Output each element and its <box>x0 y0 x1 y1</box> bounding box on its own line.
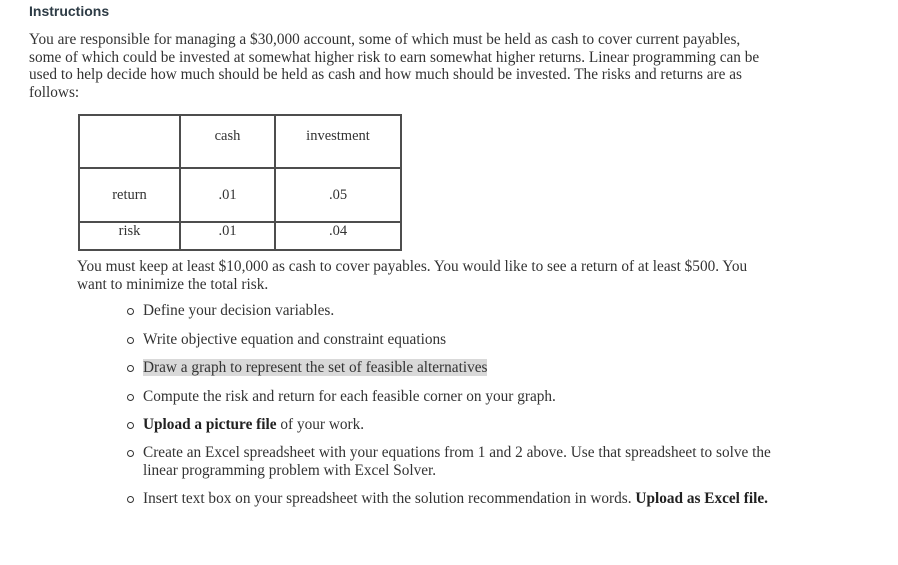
highlighted-text: Draw a graph to represent the set of feasible alternatives <box>143 359 488 377</box>
constraints-paragraph: You must keep at least $10,000 as cash to cover payables. You would like to see a return of at least $500. You want to minimize the total risk. <box>77 258 748 293</box>
risk-return-table <box>78 114 402 251</box>
table-corner-cell <box>79 115 180 168</box>
instructions-heading: Instructions <box>29 3 110 19</box>
table-row-risk <box>79 222 401 250</box>
risk-investment-value: .04 <box>275 222 401 250</box>
return-cash-value: .01 <box>180 168 275 222</box>
table-row-return <box>79 168 401 222</box>
list-item: Define your decision variables. <box>124 302 774 320</box>
list-item: Create an Excel spreadsheet with your equations from 1 and 2 above. Use that spreadsheet to solve the linear programming problem with Excel Solver. <box>124 444 774 479</box>
list-item: Write objective equation and constraint equations <box>124 331 774 349</box>
investment-header: investment <box>275 115 401 168</box>
risk-cash-value: .01 <box>180 222 275 250</box>
intro-paragraph: You are responsible for managing a $30,000 account, some of which must be held as cash to cover current payables, some of which could be invested at somewhat higher risk to earn somewhat higher returns. Linear programming can be used to help decide how much should be held as cash and how much should be invested. The risks and returns are as follows: <box>29 31 760 101</box>
task-list <box>124 302 774 508</box>
return-investment-value: .05 <box>275 168 401 222</box>
list-item: Upload a picture file of your work. <box>124 416 774 434</box>
row-label-risk: risk <box>79 222 180 250</box>
table-header-row <box>79 115 401 168</box>
row-label-return: return <box>79 168 180 222</box>
cash-header: cash <box>180 115 275 168</box>
list-item: Insert text box on your spreadsheet with the solution recommendation in words. Upload as Excel file. <box>124 490 774 508</box>
list-item: Compute the risk and return for each feasible corner on your graph. <box>124 388 774 406</box>
list-item <box>124 359 774 377</box>
